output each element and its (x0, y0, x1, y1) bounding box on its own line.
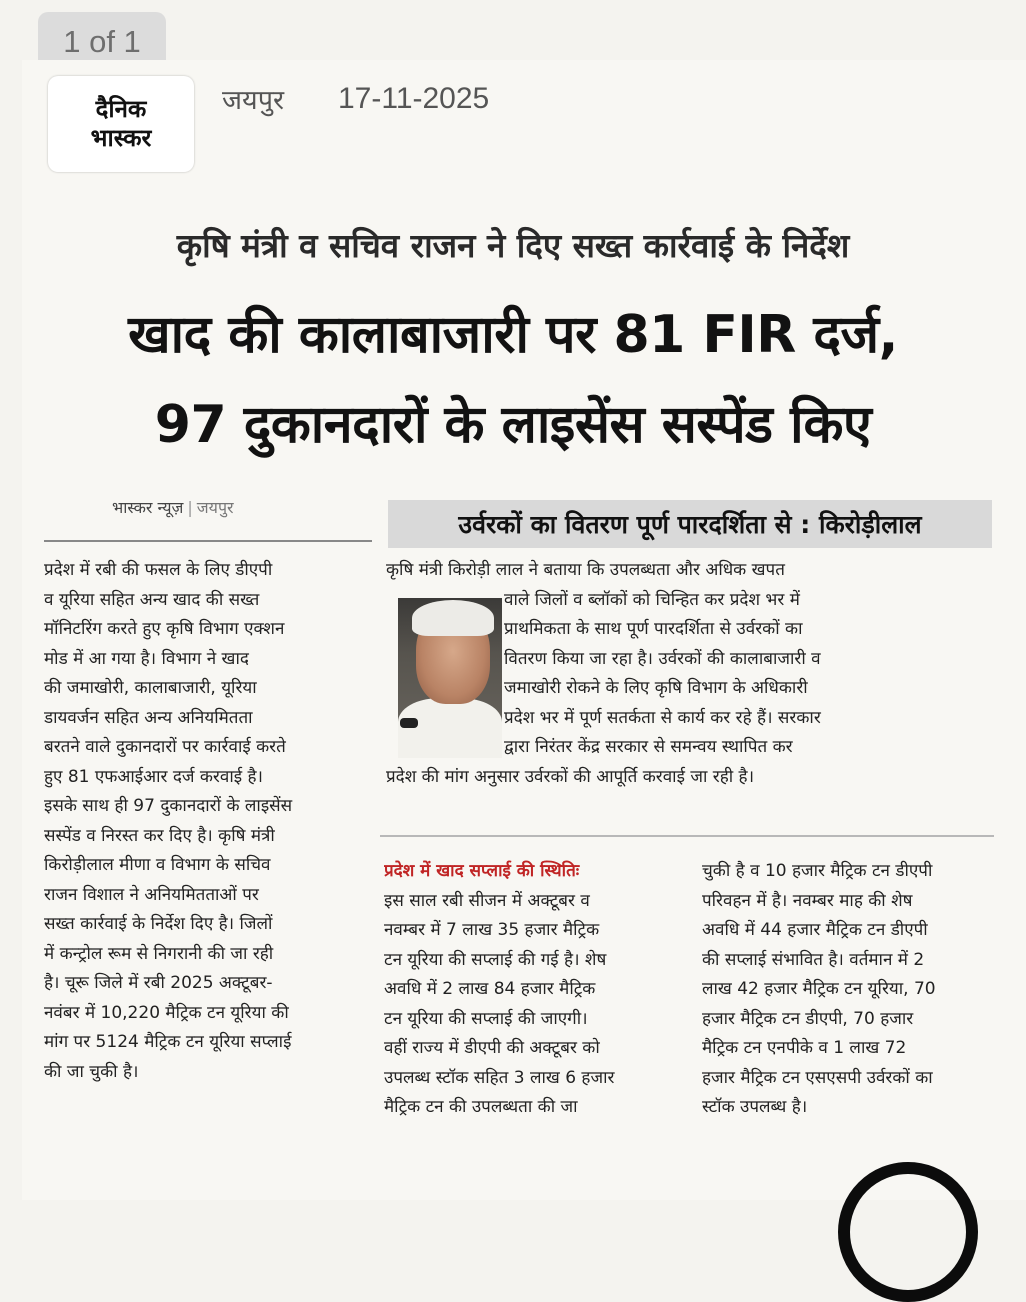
text-line: कृषि मंत्री किरोड़ी लाल ने बताया कि उपलब्धता और अधिक खपत (386, 560, 785, 580)
headline-line-1: खाद की कालाबाजारी पर 81 FIR दर्ज, (128, 305, 898, 365)
headline-line-2: 97 दुकानदारों के लाइसेंस सस्पेंड किए (154, 395, 872, 455)
text-line: की सप्लाई संभावित है। वर्तमान में 2 (702, 949, 925, 970)
text-line: इस साल रबी सीजन में अक्टूबर व (384, 890, 590, 911)
text-line: लाख 42 हजार मैट्रिक टन यूरिया, 70 (702, 979, 936, 999)
text-line: अवधि में 44 हजार मैट्रिक टन डीएपी (702, 920, 928, 940)
text-line: जमाखोरी रोकने के लिए कृषि विभाग के अधिकारी (504, 678, 808, 698)
byline-separator: | (187, 498, 193, 517)
byline-source: भास्कर न्यूज़ (112, 498, 184, 517)
left-column-text (44, 556, 370, 1087)
text-line: की जमाखोरी, कालाबाजारी, यूरिया (44, 678, 257, 698)
text-line: वहीं राज्य में डीएपी की अक्टूबर को (384, 1038, 600, 1058)
text-line: प्रदेश की मांग अनुसार उर्वरकों की आपूर्ति करवाई जा रही है। (386, 766, 755, 787)
text-line: टन यूरिया की सप्लाई की गई है। शेष (384, 949, 607, 970)
logo-line-2: भास्कर (90, 124, 152, 152)
text-line: मैट्रिक टन एनपीके व 1 लाख 72 (702, 1038, 907, 1058)
text-line: इसके साथ ही 97 दुकानदारों के लाइसेंस (44, 796, 293, 816)
text-line: सख्त कार्रवाई के निर्देश दिए है। जिलों (44, 914, 273, 934)
text-line: प्राथमिकता के साथ पूर्ण पारदर्शिता से उर्वरकों का (504, 619, 803, 639)
text-line: स्टॉक उपलब्ध है। (702, 1097, 808, 1117)
photo-shirt (398, 698, 502, 758)
text-line: मांग पर 5124 मैट्रिक टन यूरिया सप्लाई (44, 1032, 292, 1052)
article-kicker: कृषि मंत्री व सचिव राजन ने दिए सख्त कार्रवाई के निर्देश (176, 226, 850, 265)
sidebar-heading: उर्वरकों का वितरण पूर्ण पारदर्शिता से : किरोड़ीलाल (388, 500, 992, 548)
sidebar-divider (380, 835, 994, 837)
byline (112, 496, 234, 518)
text-line: उपलब्ध स्टॉक सहित 3 लाख 6 हजार (384, 1067, 615, 1088)
text-line: टन यूरिया की सप्लाई की जाएगी। (384, 1008, 588, 1029)
minister-photo (398, 598, 502, 758)
text-line: अवधि में 2 लाख 84 हजार मैट्रिक (384, 979, 596, 999)
text-line: वाले जिलों व ब्लॉकों को चिन्हित कर प्रदेश भर में (504, 589, 800, 610)
text-line: चुकी है व 10 हजार मैट्रिक टन डीएपी (702, 861, 933, 881)
text-line: हजार मैट्रिक टन डीएपी, 70 हजार (702, 1008, 914, 1029)
text-line: प्रदेश भर में पूर्ण सतर्कता से कार्य कर रहे हैं। सरकार (504, 707, 821, 728)
text-line: हजार मैट्रिक टन एसएसपी उर्वरकों का (702, 1067, 933, 1088)
text-line: में कन्ट्रोल रूम से निगरानी की जा रही (44, 943, 274, 964)
text-line: मॉनिटरिंग करते हुए कृषि विभाग एक्शन (44, 619, 285, 639)
text-line: वितरण किया जा रहा है। उर्वरकों की कालाबाजारी व (504, 648, 821, 669)
text-line: डायवर्जन सहित अन्य अनियमितता (44, 707, 253, 728)
text-line: परिवहन में है। नवम्बर माह की शेष (702, 890, 913, 911)
text-line: मोड में आ गया है। विभाग ने खाद (44, 648, 249, 669)
text-line: मैट्रिक टन की उपलब्धता की जा (384, 1097, 578, 1117)
text-line: बरतने वाले दुकानदारों पर कार्रवाई करते (44, 737, 286, 757)
text-line: नवंबर में 10,220 मैट्रिक टन यूरिया की (44, 1002, 289, 1023)
text-line: राजन विशाल ने अनियमितताओं पर (44, 884, 259, 905)
supply-column-2 (702, 857, 994, 1123)
left-column-rule (44, 540, 372, 542)
text-line: किरोड़ीलाल मीणा व विभाग के सचिव (44, 855, 271, 875)
text-line: सस्पेंड व निरस्त कर दिए है। कृषि मंत्री (44, 825, 275, 846)
logo-line-1: दैनिक (95, 95, 147, 123)
supply-section-title: प्रदेश में खाद सप्लाई की स्थितिः (384, 861, 580, 881)
dainik-bhaskar-logo (48, 76, 194, 172)
text-line: हुए 81 एफआईआर दर्ज करवाई है। (44, 766, 263, 787)
edition-date: 17-11-2025 (338, 82, 490, 115)
photo-hair (412, 600, 494, 636)
page-counter: 1 of 1 (38, 12, 166, 72)
text-line: है। चूरू जिले में रबी 2025 अक्टूबर- (44, 973, 273, 993)
text-line: नवम्बर में 7 लाख 35 हजार मैट्रिक (384, 920, 600, 940)
supply-column-1 (384, 857, 678, 1123)
text-line: व यूरिया सहित अन्य खाद की सख्त (44, 589, 260, 610)
text-line: द्वारा निरंतर केंद्र सरकार से समन्वय स्थापित कर (504, 737, 793, 757)
circle-overlay-icon (838, 1162, 978, 1302)
text-line: प्रदेश में रबी की फसल के लिए डीएपी (44, 560, 273, 580)
photo-microphone (400, 718, 418, 728)
text-line: की जा चुकी है। (44, 1061, 139, 1082)
edition-city: जयपुर (222, 85, 285, 116)
byline-place: जयपुर (196, 498, 234, 517)
